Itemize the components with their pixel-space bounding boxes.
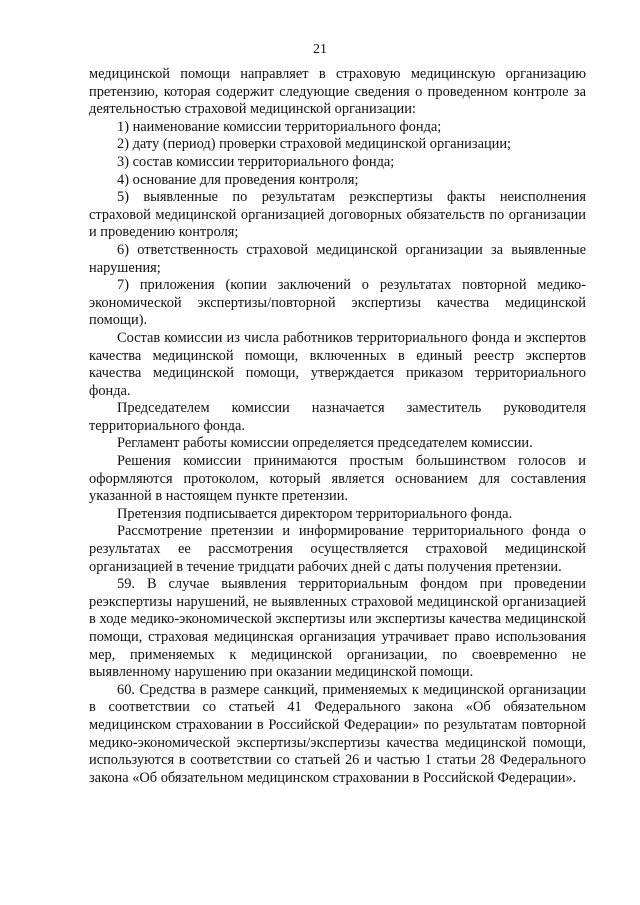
page-number: 21 [313,42,327,57]
clause-60: 60. Средства в размере санкций, применяемых к медицинской организации в соответствии со статьей 41 Федерального закона «Об обязательном медицинском страховании в Российской Федерации» по результатам повторной медико-экономической экспертизы/экспертизы качества медицинской помощи, используются в соответствии со статьей 26 и частью 1 статьи 28 Федерального закона «Об обязательном медицинском страховании в Российской Федерации». [89,681,586,786]
list-item: 4) основание для проведения контроля; [117,171,359,188]
list-item: 1) наименование комиссии территориального фонда; [117,118,442,135]
list-item: 6) ответственность страховой медицинской организации за выявленные нарушения; [89,241,586,276]
document-body [89,66,586,787]
paragraph: Рассмотрение претензии и информирование территориального фонда о результатах ее рассмотрения осуществляется страховой медицинской организацией в течение тридцати рабочих дней с даты получения претензии. [89,523,586,575]
list-item: 7) приложения (копии заключений о результатах повторной медико-экономической экспертизы/повторной экспертизы качества медицинской помощи). [89,277,586,329]
paragraph: Претензия подписывается директором территориального фонда. [117,505,513,522]
list-item: 2) дату (период) проверки страховой медицинской организации; [117,136,512,153]
paragraph: Председателем комиссии назначается заместитель руководителя территориального фонда. [89,400,586,434]
paragraph: медицинской помощи направляет в страховую медицинскую организацию претензию, которая содержит следующие сведения о проведенном контроле за деятельностью страховой медицинской организации: [89,66,586,118]
paragraph: Состав комиссии из числа работников территориального фонда и экспертов качества медицинской помощи, включенных в единый реестр экспертов качества медицинской помощи, утверждается приказом территориального фонда. [89,329,586,399]
paragraph: Регламент работы комиссии определяется председателем комиссии. [117,435,533,452]
list-item: 5) выявленные по результатам реэкспертизы факты неисполнения страховой медицинской организацией договорных обязательств по организации и проведению контроля; [89,189,586,241]
paragraph: Решения комиссии принимаются простым большинством голосов и оформляются протоколом, который является основанием для составления указанной в настоящем пункте претензии. [89,453,586,505]
list-item: 3) состав комиссии территориального фонда; [117,153,395,170]
clause-59: 59. В случае выявления территориальным фондом при проведении реэкспертизы нарушений, не выявленных страховой медицинской организацией в ходе медико-экономической экспертизы или экспертизы качества медицинской помощи, страховая медицинская организация утрачивает право использования мер, применяемых к медицинской организации, по своевременно не выявленному нарушению при оказании медицинской помощи. [89,576,586,681]
